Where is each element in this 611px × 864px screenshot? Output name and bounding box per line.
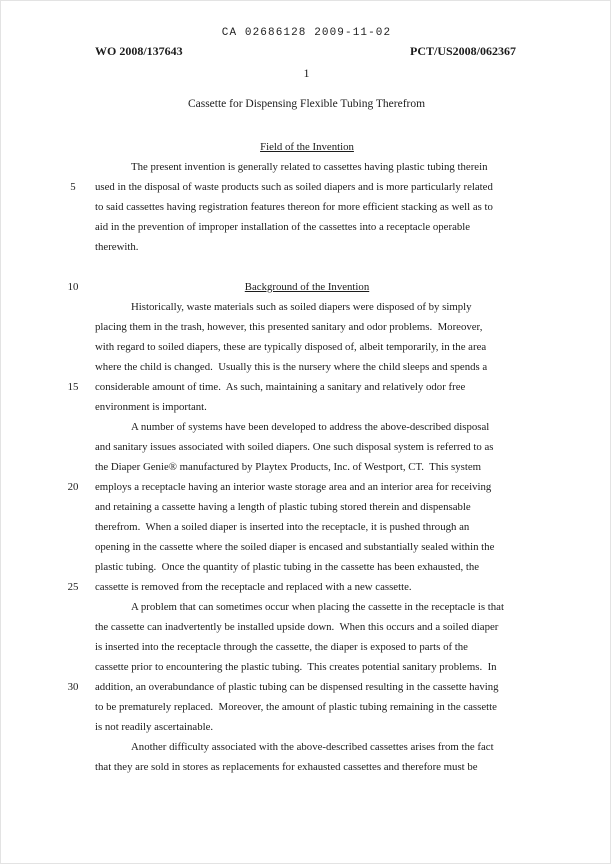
line-text: A problem that can sometimes occur when placing the cassette in the receptacle is that — [131, 601, 504, 613]
line-text: that they are sold in stores as replacements for exhausted cassettes and therefore must be — [95, 761, 478, 773]
text-line — [67, 377, 519, 397]
page-number: 1 — [303, 66, 310, 80]
ca-filing-stamp: CA 02686128 2009-11-02 — [221, 27, 392, 39]
line-text: aid in the prevention of improper installation of the cassettes into a receptacle operable — [95, 221, 471, 233]
margin-line-number: 5 — [70, 181, 76, 193]
text-line — [95, 697, 519, 717]
line-text: is inserted into the receptacle through the cassette, the diaper is exposed to parts of the — [95, 641, 468, 653]
wo-publication-number: WO 2008/137643 — [95, 44, 183, 58]
text-line — [95, 357, 519, 377]
text-line — [95, 537, 519, 557]
line-text: plastic tubing. Once the quantity of plastic tubing in the cassette has been exhausted, the — [95, 561, 480, 573]
line-text: A number of systems have been developed to address the above-described disposal — [131, 421, 490, 433]
line-text: the cassette can inadvertently be installed upside down. When this occurs and a soiled diaper — [95, 621, 499, 633]
text-line — [95, 657, 519, 677]
line-text: considerable amount of time. As such, maintaining a sanitary and relatively odor free — [95, 381, 466, 393]
line-text: and sanitary issues associated with soiled diapers. One such disposal system is referred to as — [95, 441, 494, 453]
text-lines — [67, 137, 519, 777]
text-line — [95, 617, 519, 637]
line-text: with regard to soiled diapers, these are typically disposed of, albeit temporarily, in the area — [95, 341, 487, 353]
text-line — [95, 457, 519, 477]
margin-line-number: 20 — [67, 481, 79, 493]
text-line — [95, 157, 519, 177]
text-line — [95, 297, 519, 317]
section-heading — [67, 277, 519, 297]
line-text: addition, an overabundance of plastic tubing can be dispensed resulting in the cassette having — [95, 681, 499, 693]
line-text: cassette is removed from the receptacle and replaced with a new cassette. — [95, 581, 412, 593]
text-line — [95, 257, 519, 277]
line-text: Field of the Invention — [260, 141, 354, 153]
text-line — [67, 677, 519, 697]
text-line — [95, 517, 519, 537]
line-text: and retaining a cassette having a length of plastic tubing stored therein and dispensable — [95, 501, 471, 513]
text-line — [95, 237, 519, 257]
text-line — [67, 477, 519, 497]
text-line — [95, 597, 519, 617]
text-line — [67, 577, 519, 597]
line-text: the Diaper Genie® manufactured by Playtex Products, Inc. of Westport, CT. This system — [95, 461, 482, 473]
text-line — [95, 217, 519, 237]
line-text: to be prematurely replaced. Moreover, the amount of plastic tubing remaining in the cassette — [95, 701, 497, 713]
text-line — [95, 337, 519, 357]
text-line — [95, 497, 519, 517]
line-text: where the child is changed. Usually this is the nursery where the child sleeps and spends a — [95, 361, 488, 373]
line-text: environment is important. — [95, 401, 207, 413]
line-text: Another difficulty associated with the above-described cassettes arises from the fact — [131, 741, 494, 753]
text-line — [95, 397, 519, 417]
text-line — [95, 717, 519, 737]
pct-application-number: PCT/US2008/062367 — [409, 44, 516, 58]
text-line — [95, 197, 519, 217]
text-line — [95, 737, 519, 757]
line-text: is not readily ascertainable. — [95, 721, 214, 733]
margin-line-number: 15 — [67, 381, 79, 393]
margin-line-number: 25 — [67, 581, 79, 593]
line-text: opening in the cassette where the soiled diaper is encased and substantially sealed within the — [95, 541, 495, 553]
text-line — [95, 417, 519, 437]
line-text: employs a receptacle having an interior waste storage area and an interior area for receiving — [95, 481, 492, 493]
section-heading — [95, 137, 519, 157]
publication-header — [95, 44, 516, 59]
text-line — [70, 177, 519, 197]
line-text: Historically, waste materials such as soiled diapers were disposed of by simply — [131, 301, 472, 313]
line-text: cassette prior to encountering the plastic tubing. This creates potential sanitary problems. In — [95, 661, 497, 673]
line-text: placing them in the trash, however, this presented sanitary and odor problems. Moreover, — [95, 321, 483, 333]
margin-line-number: 30 — [67, 681, 79, 693]
line-text: therewith. — [95, 241, 139, 253]
text-line — [95, 637, 519, 657]
line-text: therefrom. When a soiled diaper is inserted into the receptacle, it is pushed through an — [95, 521, 470, 533]
line-text: to said cassettes having registration features thereon for more efficient stacking as well as to — [95, 201, 493, 213]
text-line — [95, 757, 519, 777]
line-text: used in the disposal of waste products such as soiled diapers and is more particularly related — [95, 181, 493, 193]
text-line — [95, 317, 519, 337]
line-text: Background of the Invention — [244, 281, 370, 293]
text-line — [95, 437, 519, 457]
line-text: The present invention is generally related to cassettes having plastic tubing therein — [131, 161, 488, 173]
text-line — [95, 557, 519, 577]
document-title: Cassette for Dispensing Flexible Tubing Therefrom — [187, 98, 426, 110]
margin-line-number: 10 — [67, 281, 79, 293]
